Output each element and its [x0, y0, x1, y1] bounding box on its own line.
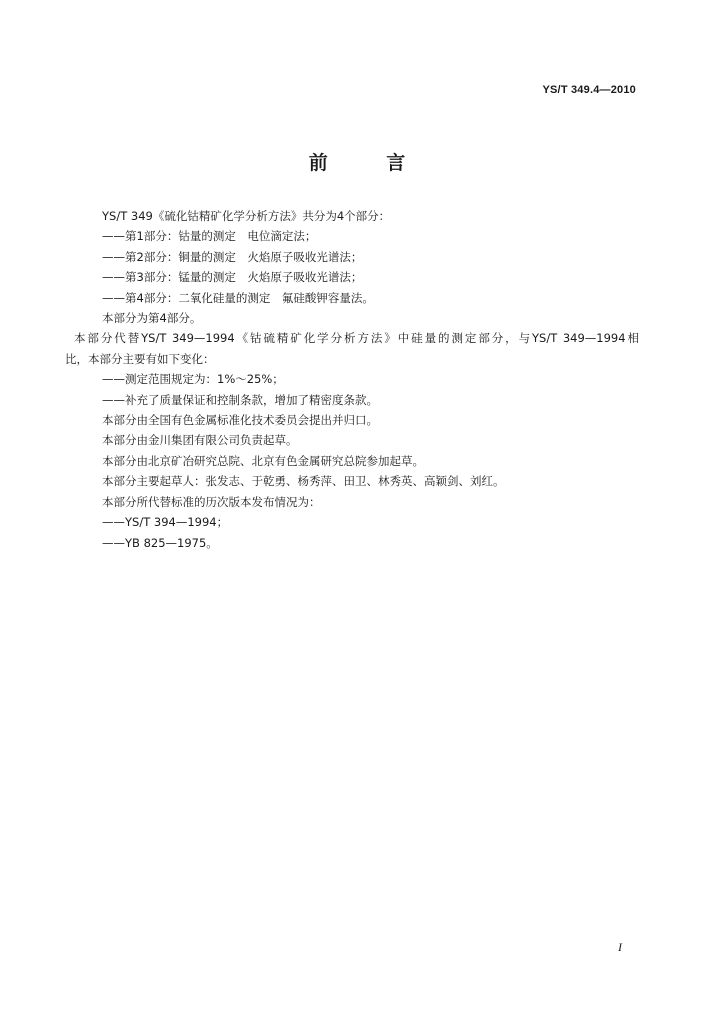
- page-number: I: [618, 940, 622, 954]
- paragraph: ——测定范围规定为：1%～25%；: [102, 372, 284, 387]
- page-title: 前 言: [308, 152, 432, 174]
- paragraph: 本部分所代替标准的历次版本发布情况为：: [102, 494, 321, 509]
- paragraph: ——YB 825—1975。: [102, 535, 218, 550]
- paragraph-wrapped: [65, 328, 639, 369]
- paragraph: 本部分由全国有色金属标准化技术委员会提出并归口。: [102, 413, 378, 428]
- paragraph: ——第3部分：锰量的测定 火焰原子吸收光谱法；: [102, 270, 363, 285]
- paragraph: 本部分由金川集团有限公司负责起草。: [102, 433, 298, 448]
- paragraph: 本部分由北京矿冶研究总院、北京有色金属研究总院参加起草。: [102, 453, 424, 468]
- document-body: [65, 206, 639, 553]
- paragraph: ——第4部分：二氧化硅量的测定 氟硅酸钾容量法。: [102, 290, 374, 305]
- paragraph: ——第2部分：铜量的测定 火焰原子吸收光谱法；: [102, 249, 363, 264]
- paragraph: 本部分主要起草人：张发志、于乾勇、杨秀萍、田卫、林秀英、高颖剑、刘红。: [102, 474, 505, 489]
- paragraph: ——补充了质量保证和控制条款，增加了精密度条款。: [102, 392, 378, 407]
- paragraph: 本部分为第4部分。: [102, 311, 202, 326]
- paragraph: YS/T 349《硫化钴精矿化学分析方法》共分为4个部分：: [102, 209, 391, 223]
- paragraph-continuation: 比，本部分主要有如下变化：: [65, 351, 215, 366]
- paragraph: ——第1部分：钴量的测定 电位滴定法；: [102, 229, 317, 244]
- paragraph-first-line: 本部分代替YS/T 349—1994《钴硫精矿化学分析方法》中硅量的测定部分，与YS/T 349—1994相: [74, 331, 639, 346]
- paragraph: ——YS/T 394—1994；: [102, 515, 229, 530]
- standard-number: YS/T 349.4—2010: [542, 84, 636, 96]
